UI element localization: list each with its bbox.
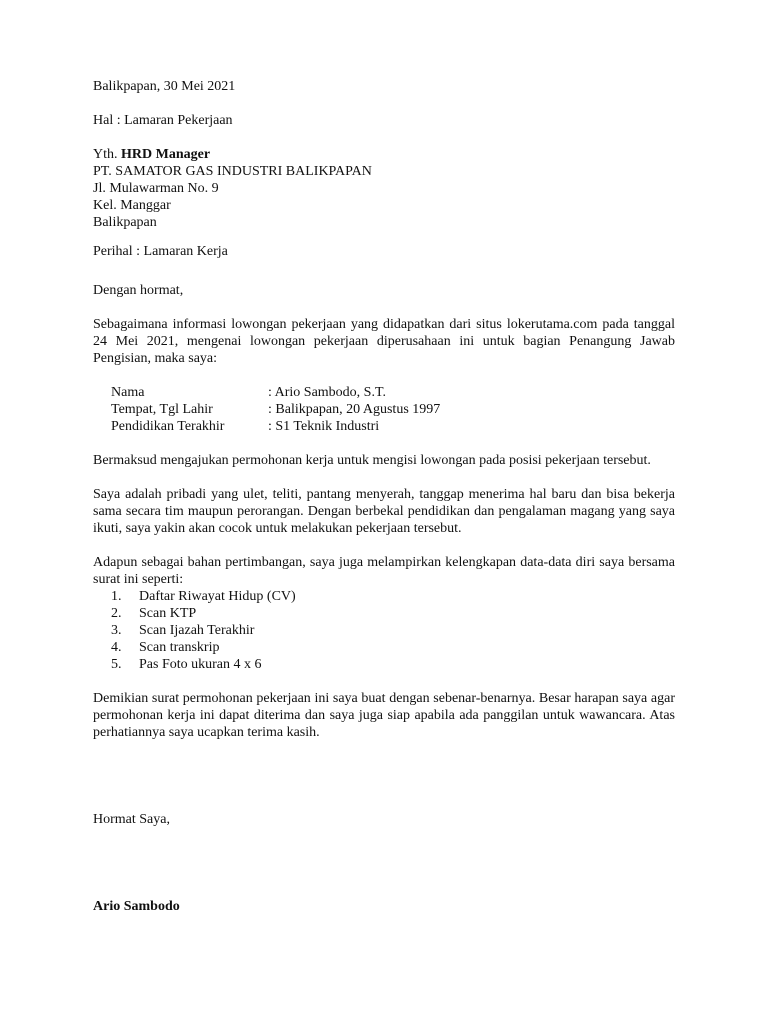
- recipient-title: HRD Manager: [121, 147, 211, 162]
- letter-page: [93, 78, 675, 915]
- purpose-paragraph: Bermaksud mengajukan permohonan kerja untuk mengisi lowongan pada posisi pekerjaan tersebut.: [93, 453, 651, 468]
- place-date: Balikpapan, 30 Mei 2021: [93, 79, 236, 94]
- list-item-number: 5.: [111, 657, 122, 672]
- list-item-text: Scan Ijazah Terakhir: [139, 623, 255, 638]
- attachments-list: [93, 588, 675, 673]
- recipient-company: PT. SAMATOR GAS INDUSTRI BALIKPAPAN: [93, 164, 372, 179]
- list-item-text: Pas Foto ukuran 4 x 6: [139, 657, 262, 672]
- attachments-paragraph: Adapun sebagai bahan pertimbangan, saya juga melampirkan kelengkapan data-data diri saya bersama surat ini seperti:: [93, 555, 675, 587]
- recipient-block: [93, 146, 675, 231]
- list-item: [93, 639, 675, 656]
- list-item-number: 3.: [111, 623, 122, 638]
- recipient-prefix: Yth.: [93, 147, 121, 162]
- intro-paragraph: Sebagaimana informasi lowongan pekerjaan yang didapatkan dari situs lokerutama.com pada tanggal 24 Mei 2021, mengenai lowongan pekerjaan diperusahaan ini untuk bagian Penangung Jawab Pengisian, maka saya:: [93, 317, 675, 366]
- recipient-title-line: [93, 146, 675, 163]
- list-item: [93, 656, 675, 673]
- personal-data-label: Pendidikan Terakhir: [111, 419, 225, 434]
- list-item: [93, 605, 675, 622]
- personal-data-row: [111, 384, 675, 401]
- personal-data-value: : Balikpapan, 20 Agustus 1997: [268, 402, 441, 417]
- personal-data-label: Tempat, Tgl Lahir: [111, 402, 213, 417]
- personal-data-value: : S1 Teknik Industri: [268, 419, 380, 434]
- list-item-text: Daftar Riwayat Hidup (CV): [139, 589, 296, 604]
- perihal-line: Perihal : Lamaran Kerja: [93, 244, 228, 259]
- personal-data-label: Nama: [111, 385, 145, 400]
- list-item-text: Scan KTP: [139, 606, 197, 621]
- list-item-number: 4.: [111, 640, 122, 655]
- personal-data-row: [111, 418, 675, 435]
- subject-line: Hal : Lamaran Pekerjaan: [93, 113, 233, 128]
- list-item: [93, 622, 675, 639]
- list-item: [93, 588, 675, 605]
- list-item-number: 2.: [111, 606, 122, 621]
- recipient-address-1: Jl. Mulawarman No. 9: [93, 181, 219, 196]
- signature-name: Ario Sambodo: [93, 899, 180, 914]
- recipient-address-2: Kel. Manggar: [93, 198, 171, 213]
- list-item-number: 1.: [111, 589, 122, 604]
- recipient-city: Balikpapan: [93, 215, 157, 230]
- greeting: Dengan hormat,: [93, 283, 184, 298]
- personal-data-table: [111, 384, 675, 435]
- list-item-text: Scan transkrip: [139, 640, 220, 655]
- self-description-paragraph: Saya adalah pribadi yang ulet, teliti, pantang menyerah, tanggap menerima hal baru dan bisa bekerja sama secara tim maupun perorangan. Dengan berbekal pendidikan dan pengalaman magang yang saya ikuti, saya yakin akan cocok untuk melakukan pekerjaan tersebut.: [93, 487, 675, 536]
- sign-off: Hormat Saya,: [93, 812, 170, 827]
- personal-data-value: : Ario Sambodo, S.T.: [268, 385, 386, 400]
- closing-paragraph: Demikian surat permohonan pekerjaan ini saya buat dengan sebenar-benarnya. Besar harapan saya agar permohonan kerja ini dapat diterima dan saya juga siap apabila ada panggilan untuk wawancara. Atas perhatiannya saya ucapkan terima kasih.: [93, 691, 675, 740]
- personal-data-row: [111, 401, 675, 418]
